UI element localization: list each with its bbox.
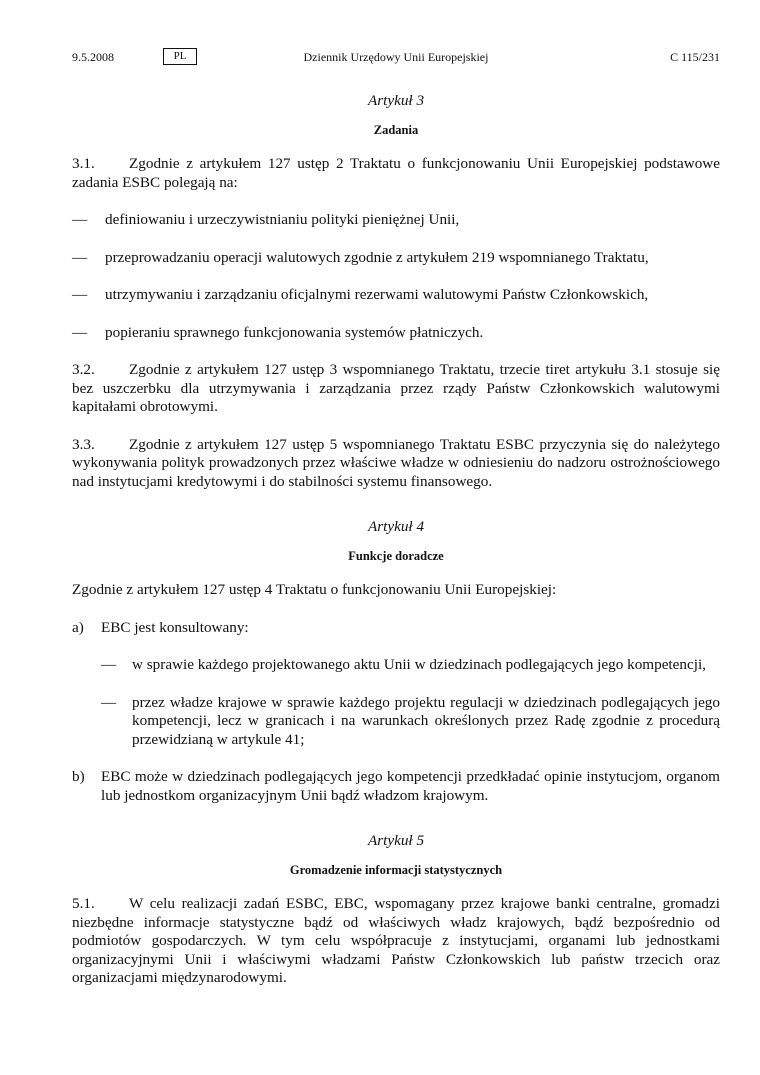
paragraph-text: Zgodnie z artykułem 127 ustęp 3 wspomnianego Traktatu, trzecie tiret artykułu 3.1 stosuje się bez uszczerbku dla utrzymywania i zarządzania przez rządy Państw Członkowskich walutowymi kapitałami obrotowymi.: [72, 361, 720, 415]
dash-marker: —: [72, 323, 88, 341]
paragraph-number: 3.3.: [72, 435, 95, 453]
paragraph-number: 3.1.: [72, 155, 95, 172]
sub-list-item: [101, 694, 720, 750]
article-5-title: Gromadzenie informacji statystycznych: [289, 862, 503, 877]
paragraph-text: Zgodnie z artykułem 127 ustęp 2 Traktatu o funkcjonowaniu Unii Europejskiej podstawowe zadania ESBC polegają na:: [72, 155, 720, 191]
paragraph-number: 3.2.: [72, 361, 95, 378]
dash-marker: —: [101, 656, 117, 673]
list-item: [72, 211, 720, 230]
paragraph-3-3: [72, 436, 720, 492]
paragraph-text: W celu realizacji zadań ESBC, EBC, wspomagany przez krajowe banki centralne, gromadzi niezbędne informacje statystyczne bądź od właściwych władz krajowych, bądź bezpośrednio od podmiotów gospodarczych. W tym celu współpracuje z instytucjami, organami lub jednostkami organizacyjnymi Unii i właściwymi władzami Państw Członkowskich lub państw trzecich oraz organizacjami międzynarodowymi.: [72, 895, 720, 986]
list-item-text: definiowaniu i urzeczywistnianiu polityki pieniężnej Unii,: [105, 211, 460, 228]
sub-list-item: [101, 656, 720, 675]
list-item-text: EBC jest konsultowany:: [101, 618, 249, 636]
list-item-b: [72, 768, 720, 805]
list-item-text: utrzymywaniu i zarządzaniu oficjalnymi rezerwami walutowymi Państw Członkowskich,: [105, 286, 649, 303]
paragraph-3-2: [72, 361, 720, 417]
dash-marker: —: [72, 248, 88, 266]
list-item-text: przeprowadzaniu operacji walutowych zgodnie z artykułem 219 wspomnianego Traktatu,: [105, 248, 649, 266]
article-4-title: Funkcje doradcze: [348, 548, 444, 563]
journal-title: Dziennik Urzędowy Unii Europejskiej: [303, 50, 489, 64]
dash-marker: —: [72, 211, 88, 228]
list-item: [72, 249, 720, 268]
list-item-text: EBC może w dziedzinach podlegających jego kompetencji przedkładać opinie instytucjom, organom lub jednostkom organizacyjnym Unii bądź władzom krajowym.: [101, 768, 720, 804]
paragraph-3-1: [72, 155, 720, 192]
publication-date: 9.5.2008: [72, 50, 114, 64]
list-item-text: popieraniu sprawnego funkcjonowania systemów płatniczych.: [105, 323, 484, 341]
item-marker: a): [72, 618, 84, 636]
paragraph-text: Zgodnie z artykułem 127 ustęp 5 wspomnianego Traktatu ESBC przyczynia się do należytego wykonywania polityk prowadzonych przez właściwe władze w odniesieniu do nadzoru ostrożnościowego nad instytucjami kredytowymi i do stabilności systemu finansowego.: [72, 435, 720, 490]
dash-marker: —: [101, 693, 117, 711]
article-4-intro: Zgodnie z artykułem 127 ustęp 4 Traktatu o funkcjonowaniu Unii Europejskiej:: [72, 581, 557, 598]
page-number: C 115/231: [670, 50, 720, 64]
page-header: [72, 50, 720, 66]
list-item: [72, 286, 720, 305]
list-item-text: przez władze krajowe w sprawie każdego projektu regulacji w dziedzinach podlegających jego kompetencji, lecz w granicach i na warunkach określonych przez Radę zgodnie z procedurą przewidzianą w artykule 41;: [132, 693, 720, 748]
list-item-text: w sprawie każdego projektowanego aktu Unii w dziedzinach podlegających jego kompetencji,: [132, 656, 706, 673]
article-3-title: Zadania: [373, 122, 419, 137]
document-body: [72, 92, 720, 1007]
paragraph-number: 5.1.: [72, 895, 95, 912]
paragraph-5-1: [72, 895, 720, 988]
article-5-heading: Artykuł 5: [367, 832, 425, 849]
list-item-a: [72, 619, 720, 638]
dash-marker: —: [72, 286, 88, 303]
article-4-heading: Artykuł 4: [367, 518, 425, 535]
article-3-heading: Artykuł 3: [367, 92, 425, 109]
language-badge: PL: [163, 48, 197, 65]
item-marker: b): [72, 768, 85, 785]
list-item: [72, 324, 720, 343]
